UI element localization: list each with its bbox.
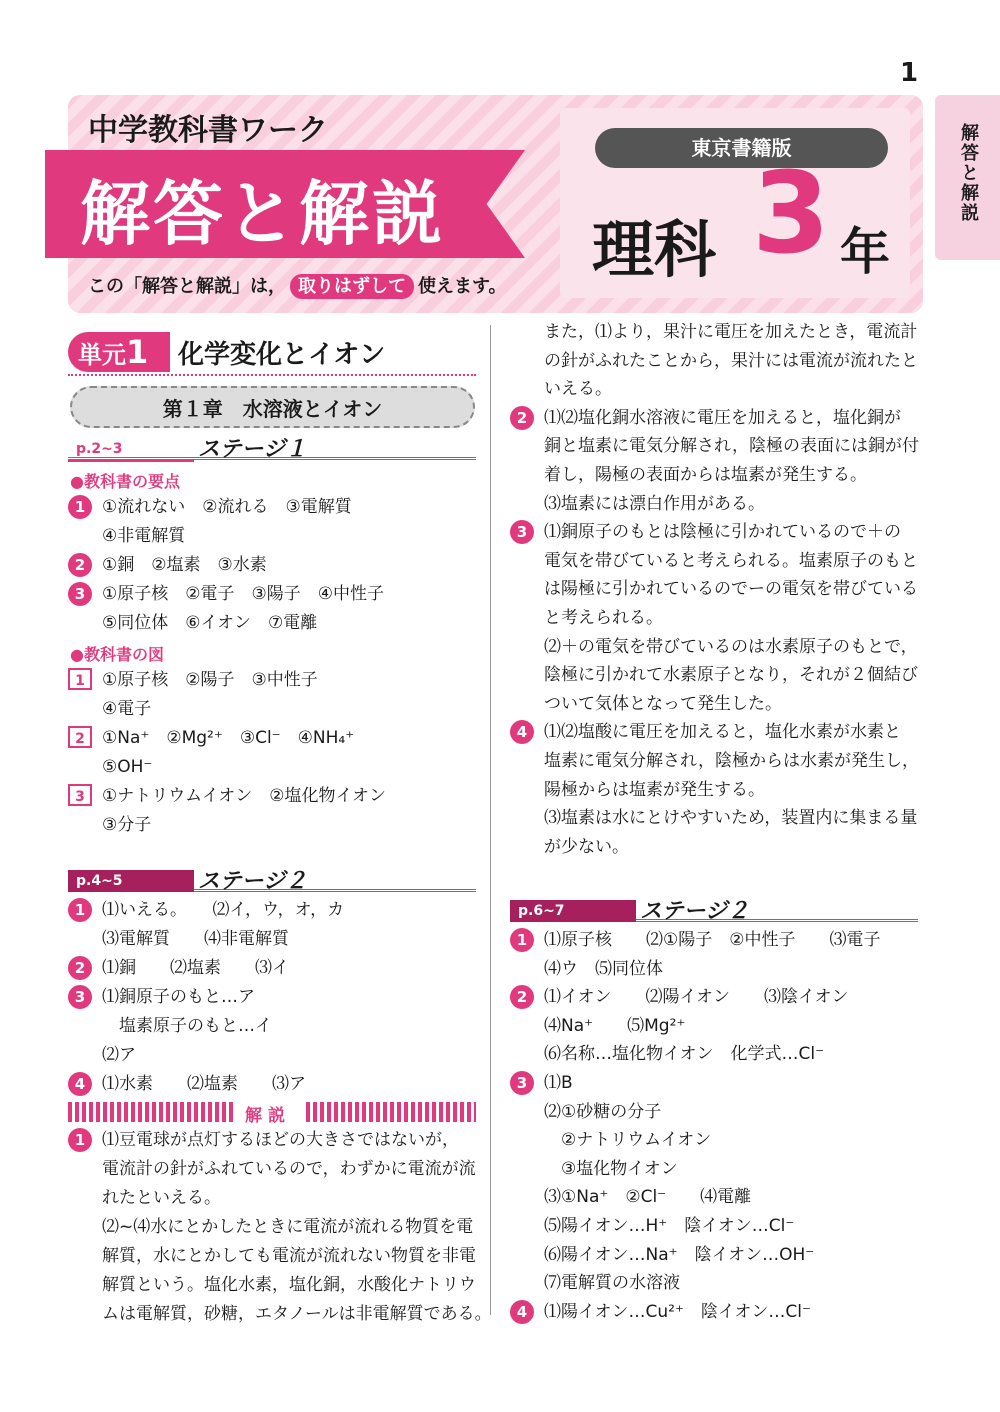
stage-label: ステージ１ <box>198 437 308 462</box>
answer-line: 塩素に電気分解され，陰極からは水素が発生し， <box>544 751 920 771</box>
side-tab-label: 解答と解説 <box>958 123 979 223</box>
question-number-badge: 2 <box>68 553 92 577</box>
detach-note-after: 使えます。 <box>418 276 507 297</box>
answer-line: は陽極に引かれているのでーの電気を帯びている <box>544 579 918 600</box>
answer-line: と考えられる。 <box>544 608 663 628</box>
question-number-badge: 3 <box>68 582 92 606</box>
answer-line: れたといえる。 <box>102 1188 221 1208</box>
answer-line: ③分子 <box>102 815 152 835</box>
answer-line: 塩素原子のもと…イ <box>102 1016 272 1036</box>
figure-number-badge: 3 <box>68 784 92 806</box>
unit-number: 1 <box>126 333 149 371</box>
question-number-badge: 4 <box>68 1072 92 1096</box>
answer-line: ④非電解質 <box>102 526 186 546</box>
answer-line: ⑷ウ ⑸同位体 <box>544 958 663 979</box>
answer-line: ⑶①Na⁺ ②Cl⁻ ⑷電離 <box>544 1187 752 1208</box>
stage-label: ステージ２ <box>198 869 308 894</box>
unit-underline <box>68 374 476 376</box>
answer-line: ⑴原子核 ⑵①陽子 ②中性子 ⑶電子 <box>544 930 881 950</box>
question-number-badge: 2 <box>510 406 534 430</box>
stage-pages: p.4~5 <box>68 870 194 892</box>
answer-line: 銅と塩素に電気分解され，陰極の表面には銅が付 <box>544 436 920 457</box>
answer-line: ①原子核 ②陽子 ③中性子 <box>102 670 318 690</box>
stage-label: ステージ２ <box>640 899 750 924</box>
answer-line: ⑴陽イオン…Cu²⁺ 陰イオン…Cl⁻ <box>544 1301 811 1322</box>
question-number-badge: 1 <box>68 495 92 519</box>
answer-line: ⑷Na⁺ ⑸Mg²⁺ <box>544 1015 686 1036</box>
answer-line: 陰極に引かれて水素原子となり，それが２個結び <box>544 665 918 686</box>
column-divider <box>490 325 491 1315</box>
chapter-title: 第１章 水溶液とイオン <box>70 386 475 428</box>
series-title: 中学教科書ワーク <box>88 113 328 148</box>
answer-line: ④電子 <box>102 699 152 719</box>
answer-line: ⑴⑵塩化銅水溶液に電圧を加えると，塩化銅が <box>544 407 901 428</box>
answer-line: ①銅 ②塩素 ③水素 <box>102 555 267 575</box>
answer-line: いえる。 <box>544 379 612 400</box>
question-number-badge: 1 <box>68 898 92 922</box>
answer-line: 電流計の針がふれているので，わずかに電流が流 <box>102 1159 476 1179</box>
answer-line: 着し，陽極の表面からは塩素が発生する。 <box>544 465 867 485</box>
answer-line: ⑵ア <box>102 1045 136 1065</box>
unit-label: 単元 <box>78 341 126 369</box>
page-number: 1 <box>900 58 919 88</box>
kaisetsu-bar <box>68 1102 476 1126</box>
stage-pages: p.2~3 <box>68 438 194 462</box>
figure-number-badge: 2 <box>68 726 92 748</box>
answer-line: ムは電解質，砂糖，エタノールは非電解質である。 <box>102 1304 492 1324</box>
question-number-badge: 1 <box>68 1128 92 1152</box>
grade-number: 3 <box>752 149 830 279</box>
answer-line: ①原子核 ②電子 ③陽子 ④中性子 <box>102 584 384 604</box>
answer-line: ⑴イオン ⑵陽イオン ⑶陰イオン <box>544 987 849 1008</box>
answer-line: ⑴水素 ⑵塩素 ⑶ア <box>102 1074 306 1094</box>
answer-line: ⑵~⑷水にとかしたときに電流が流れる物質を電 <box>102 1217 474 1237</box>
figure-number-badge: 1 <box>68 668 92 690</box>
stage-bar-p6-7 <box>510 900 918 922</box>
unit-badge <box>68 332 170 372</box>
answer-line: ①Na⁺ ②Mg²⁺ ③Cl⁻ ④NH₄⁺ <box>102 728 355 748</box>
main-title: 解答と解説 <box>80 173 445 255</box>
answer-line: ⑴B <box>544 1073 573 1093</box>
detach-note <box>88 272 507 298</box>
answer-line: 解質という。塩化水素，塩化銅，水酸化ナトリウ <box>102 1275 476 1295</box>
stage-bar-p2-3 <box>68 438 476 460</box>
kaisetsu-label: 解説 <box>233 1101 303 1126</box>
answer-line: ⑴銅原子のもとは陰極に引かれているので＋の <box>544 522 901 543</box>
answer-line: ①流れない ②流れる ③電解質 <box>102 497 352 517</box>
question-number-badge: 4 <box>510 1300 534 1324</box>
detach-note-before: この「解答と解説」は， <box>88 276 286 297</box>
answer-line: の針がふれたことから，果汁には電流が流れたと <box>544 350 918 371</box>
answer-line: ⑴⑵塩酸に電圧を加えると，塩化水素が水素と <box>544 722 901 743</box>
detach-note-pill: 取りはずして <box>290 274 414 299</box>
answer-line: 電気を帯びていると考えられる。塩素原子のもと <box>544 550 918 571</box>
answer-line: ⑴いえる。 ⑵イ，ウ，オ，カ <box>102 900 345 920</box>
unit-title: 化学変化とイオン <box>178 340 386 370</box>
answer-line: 解質，水にとかしても電流が流れない物質を非電 <box>102 1246 476 1266</box>
question-number-badge: 3 <box>68 985 92 1009</box>
answer-line: ⑤OH⁻ <box>102 757 153 777</box>
answer-line: ⑶電解質 ⑷非電解質 <box>102 929 289 949</box>
answer-line: が少ない。 <box>544 836 629 857</box>
question-number-badge: 2 <box>68 956 92 980</box>
answer-line: ①ナトリウムイオン ②塩化物イオン <box>102 786 386 806</box>
side-tab <box>935 95 1000 260</box>
answer-line: ⑶塩素には漂白作用がある。 <box>544 493 765 514</box>
section-figures: ●教科書の図 <box>70 645 164 664</box>
answer-line: ⑴銅 ⑵塩素 ⑶イ <box>102 958 289 978</box>
answer-line: また，⑴より，果汁に電圧を加えたとき，電流計 <box>544 322 918 342</box>
grade-suffix: 年 <box>840 223 890 281</box>
subject-title: 理科 <box>592 213 717 286</box>
answer-line: ③塩化物イオン <box>544 1158 678 1179</box>
answer-line: ⑤同位体 ⑥イオン ⑦電離 <box>102 613 318 633</box>
stage-bar-p4-5 <box>68 870 476 892</box>
publisher-label: 東京書籍版 <box>595 128 888 168</box>
question-number-badge: 3 <box>510 520 534 544</box>
answer-line: ⑵①砂糖の分子 <box>544 1101 662 1122</box>
stage-pages: p.6~7 <box>510 900 636 922</box>
answer-line: ⑺電解質の水溶液 <box>544 1273 680 1294</box>
answer-line: 陽極からは塩素が発生する。 <box>544 779 765 800</box>
section-points: ●教科書の要点 <box>70 472 180 491</box>
question-number-badge: 3 <box>510 1071 534 1095</box>
question-number-badge: 2 <box>510 985 534 1009</box>
answer-line: ⑶塩素は水にとけやすいため，装置内に集まる量 <box>544 808 918 829</box>
answer-line: ②ナトリウムイオン <box>544 1130 712 1151</box>
question-number-badge: 1 <box>510 928 534 952</box>
answer-line: ⑵＋の電気を帯びているのは水素原子のもとで， <box>544 636 918 657</box>
answer-line: ⑴豆電球が点灯するほどの大きさではないが， <box>102 1130 459 1150</box>
answer-line: ⑴銅原子のもと…ア <box>102 987 255 1007</box>
question-number-badge: 4 <box>510 720 534 744</box>
answer-line: ⑹陽イオン…Na⁺ 陰イオン…OH⁻ <box>544 1244 815 1265</box>
answer-line: ⑸陽イオン…H⁺ 陰イオン…Cl⁻ <box>544 1216 795 1236</box>
answer-line: ついて気体となって発生した。 <box>544 693 782 714</box>
answer-line: ⑹名称…塩化物イオン 化学式…Cl⁻ <box>544 1044 825 1065</box>
